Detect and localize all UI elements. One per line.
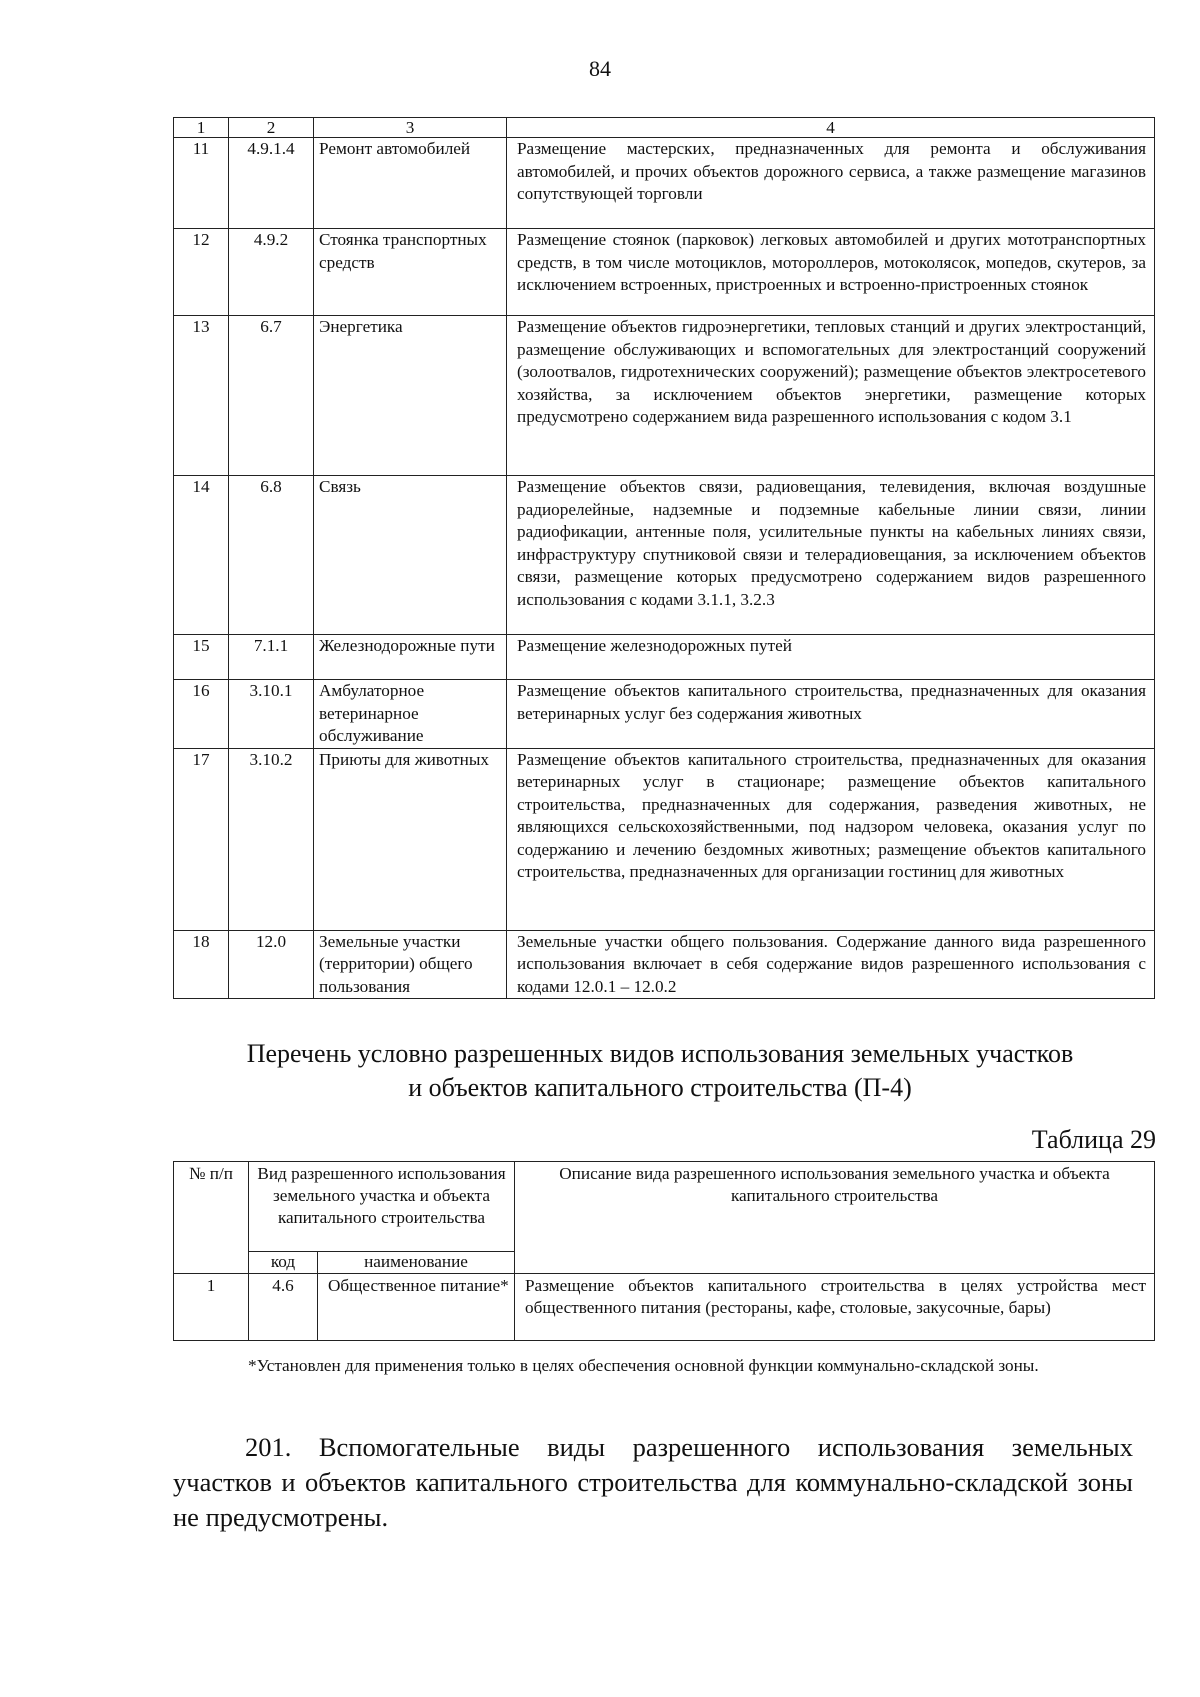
- conditional-use-table: [173, 1161, 1155, 1341]
- paragraph-201: 201. Вспомогательные виды разрешенного использования земельных участков и объектов капитального строительства для коммунально-складской зоны не предусмотрены.: [173, 1432, 1133, 1532]
- row-description: Размещение стоянок (парковок) легковых автомобилей и других мототранспортных средств, в том числе мотоциклов, мотороллеров, мотоколясок, мопедов, скутеров, за исключением встроенных, пристроенных и встроенно-пристроенных стоянок: [507, 229, 1155, 316]
- table-row: [174, 635, 1155, 680]
- row-name: Амбулаторное ветеринарное обслуживание: [314, 680, 507, 749]
- table-header-row: [174, 1162, 1155, 1252]
- row-name: Связь: [314, 476, 507, 635]
- row-description: Размещение мастерских, предназначенных для ремонта и обслуживания автомобилей, и прочих объектов дорожного сервиса, а также размещение магазинов сопутствующей торговли: [507, 138, 1155, 229]
- row-name: Общественное питание*: [318, 1274, 515, 1341]
- row-description: Размещение объектов капитального строительства, предназначенных для оказания ветеринарных услуг в стационаре; размещение объектов капитального строительства, предназначенных для содержания, разведения животных, не являющихся сельскохозяйственными, под надзором человека, оказания услуг по содержанию и лечению бездомных животных; размещение объектов капитального строительства, предназначенных для организации гостиниц для животных: [507, 748, 1155, 930]
- page-number: 84: [589, 56, 611, 81]
- row-code: 4.9.2: [229, 229, 314, 316]
- row-name: Ремонт автомобилей: [314, 138, 507, 229]
- row-description: Размещение объектов связи, радиовещания, телевидения, включая воздушные радиорелейные, надземные и подземные кабельные линии связи, линии радиофикации, антенные поля, усилительные пункты на кабельных линиях связи, инфраструктуру спутниковой связи и телерадиовещания, за исключением объектов связи, размещение которых предусмотрено содержанием видов разрешенного использования с кодами 3.1.1, 3.2.3: [507, 476, 1155, 635]
- table-row: [174, 748, 1155, 930]
- table-row: [174, 316, 1155, 476]
- row-name: Земельные участки (территории) общего пользования: [314, 930, 507, 999]
- header-number: № п/п: [174, 1162, 249, 1274]
- row-name: Энергетика: [314, 316, 507, 476]
- section-title-line-2: и объектов капитального строительства (П-4): [408, 1073, 912, 1102]
- row-code: 4.9.1.4: [229, 138, 314, 229]
- table-row: [174, 476, 1155, 635]
- section-title-line-1: Перечень условно разрешенных видов использования земельных участков: [246, 1039, 1074, 1068]
- row-name: Железнодорожные пути: [314, 635, 507, 680]
- row-number: 16: [174, 680, 229, 749]
- table-row: [174, 930, 1155, 999]
- row-description: Размещение объектов капитального строительства, предназначенных для оказания ветеринарных услуг без содержания животных: [507, 680, 1155, 749]
- row-number: 11: [174, 138, 229, 229]
- row-number: 17: [174, 748, 229, 930]
- row-description: Размещение железнодорожных путей: [507, 635, 1155, 680]
- header-col-1: 1: [174, 118, 229, 138]
- row-number: 12: [174, 229, 229, 316]
- table-row: [174, 1274, 1155, 1341]
- header-description: Описание вида разрешенного использования земельного участка и объекта капитального строительства: [515, 1162, 1155, 1274]
- row-description: Земельные участки общего пользования. Содержание данного вида разрешенного использования включает в себя содержание видов разрешенного использования с кодами 12.0.1 – 12.0.2: [507, 930, 1155, 999]
- header-name: наименование: [318, 1252, 515, 1274]
- row-description: Размещение объектов капитального строительства в целях устройства мест общественного питания (рестораны, кафе, столовые, закусочные, бары): [515, 1274, 1155, 1341]
- row-code: 4.6: [249, 1274, 318, 1341]
- footnote: *Установлен для применения только в целях обеспечения основной функции коммунально-складской зоны.: [248, 1356, 1039, 1375]
- row-code: 3.10.2: [229, 748, 314, 930]
- land-use-table-continued: [173, 117, 1155, 999]
- row-description: Размещение объектов гидроэнергетики, тепловых станций и других электростанций, размещение обслуживающих и вспомогательных для электростанций сооружений (золоотвалов, гидротехнических сооружений); размещение объектов электросетевого хозяйства, за исключением объектов энергетики, размещение которых предусмотрено содержанием вида разрешенного использования с кодом 3.1: [507, 316, 1155, 476]
- row-code: 12.0: [229, 930, 314, 999]
- row-number: 14: [174, 476, 229, 635]
- header-code: код: [249, 1252, 318, 1274]
- row-code: 6.8: [229, 476, 314, 635]
- table-row: [174, 138, 1155, 229]
- header-col-4: 4: [507, 118, 1155, 138]
- row-code: 6.7: [229, 316, 314, 476]
- table-label: Таблица 29: [1031, 1125, 1156, 1154]
- table-header-row: [174, 118, 1155, 138]
- header-col-3: 3: [314, 118, 507, 138]
- row-number: 13: [174, 316, 229, 476]
- header-kind: Вид разрешенного использования земельного участка и объекта капитального строительства: [249, 1162, 515, 1252]
- row-code: 3.10.1: [229, 680, 314, 749]
- header-col-2: 2: [229, 118, 314, 138]
- row-code: 7.1.1: [229, 635, 314, 680]
- table-row: [174, 680, 1155, 749]
- row-name: Приюты для животных: [314, 748, 507, 930]
- table-row: [174, 229, 1155, 316]
- row-number: 15: [174, 635, 229, 680]
- section-title: [160, 1037, 1160, 1105]
- row-number: 18: [174, 930, 229, 999]
- row-number: 1: [174, 1274, 249, 1341]
- row-name: Стоянка транспортных средств: [314, 229, 507, 316]
